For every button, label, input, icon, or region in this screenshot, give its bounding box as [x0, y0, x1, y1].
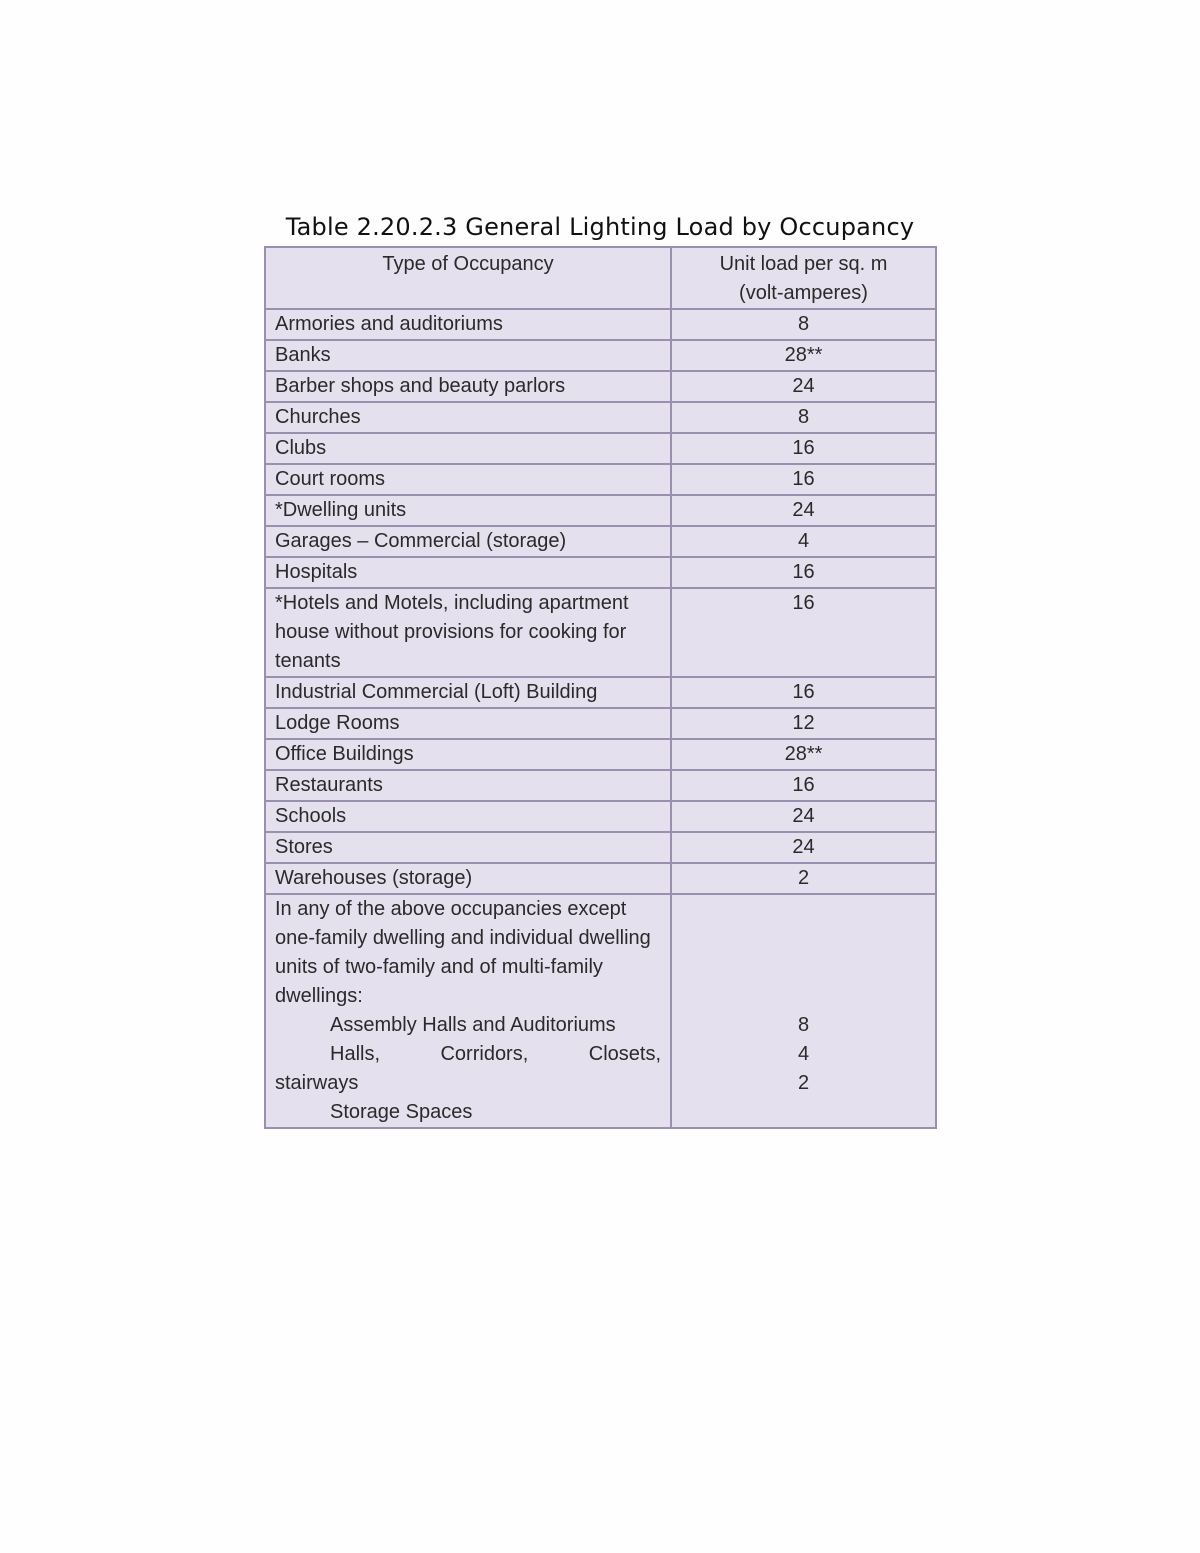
table-title: Table 2.20.2.3 General Lighting Load by Occupancy	[285, 213, 915, 241]
unit-load-value: 24	[671, 801, 936, 832]
table-row	[265, 863, 936, 894]
lighting-load-table	[264, 246, 937, 1129]
sub-item-stairways-word: stairways	[275, 1072, 359, 1094]
special-occupancies-cell	[265, 894, 671, 1128]
occupancy-type: Schools	[265, 801, 671, 832]
table-row	[265, 801, 936, 832]
unit-load-value: 28**	[671, 340, 936, 371]
occupancy-type: Barber shops and beauty parlors	[265, 371, 671, 402]
table-row	[265, 677, 936, 708]
occupancy-type: Garages – Commercial (storage)	[265, 526, 671, 557]
occupancy-type: Office Buildings	[265, 739, 671, 770]
table-row	[265, 464, 936, 495]
header-unit-load	[671, 247, 936, 309]
table-row	[265, 739, 936, 770]
table-row	[265, 495, 936, 526]
table-row	[265, 402, 936, 433]
sub-item-halls-word: Halls,	[330, 1043, 381, 1065]
unit-load-value: 8	[797, 1014, 810, 1036]
table-row	[265, 832, 936, 863]
sub-item-assembly-halls: Assembly Halls and Auditoriums	[330, 1014, 616, 1036]
table-row	[265, 526, 936, 557]
occupancy-type: Restaurants	[265, 770, 671, 801]
table-row	[265, 588, 936, 677]
unit-load-value: 16	[671, 770, 936, 801]
unit-load-value: 16	[671, 677, 936, 708]
sub-item-storage-spaces: Storage Spaces	[330, 1101, 473, 1123]
unit-load-value: 8	[671, 402, 936, 433]
sub-item-corridors-word: Corridors,	[440, 1043, 529, 1065]
unit-load-value: 16	[671, 588, 936, 677]
unit-load-value: 4	[671, 526, 936, 557]
unit-load-value: 16	[671, 557, 936, 588]
occupancy-type: Clubs	[265, 433, 671, 464]
occupancy-type: *Dwelling units	[265, 495, 671, 526]
header-unit-load-line1: Unit load per sq. m	[719, 253, 888, 275]
header-unit-load-line2: (volt-amperes)	[739, 282, 868, 304]
table-row	[265, 309, 936, 340]
unit-load-value: 28**	[671, 739, 936, 770]
table-row	[265, 371, 936, 402]
unit-load-value: 4	[797, 1043, 810, 1065]
sub-item-closets-word: Closets,	[588, 1043, 661, 1065]
unit-load-value: 2	[671, 863, 936, 894]
table-row	[265, 433, 936, 464]
occupancy-type: Industrial Commercial (Loft) Building	[265, 677, 671, 708]
table-row	[265, 557, 936, 588]
occupancy-type: Warehouses (storage)	[265, 863, 671, 894]
occupancy-type: Stores	[265, 832, 671, 863]
table-row	[265, 340, 936, 371]
unit-load-value: 2	[797, 1072, 810, 1094]
occupancy-type: Banks	[265, 340, 671, 371]
table-header-row	[265, 247, 936, 309]
unit-load-value: 16	[671, 433, 936, 464]
table-row	[265, 708, 936, 739]
header-type-of-occupancy: Type of Occupancy	[265, 247, 671, 309]
values-spacer	[681, 895, 926, 1011]
unit-load-value: 24	[671, 371, 936, 402]
sub-item-halls-corridors	[275, 1040, 661, 1069]
occupancy-type: Churches	[265, 402, 671, 433]
occupancy-type: Hospitals	[265, 557, 671, 588]
table-row	[265, 770, 936, 801]
occupancy-type: Armories and auditoriums	[265, 309, 671, 340]
occupancy-type: Lodge Rooms	[265, 708, 671, 739]
unit-load-value: 8	[671, 309, 936, 340]
unit-load-value: 24	[671, 495, 936, 526]
unit-load-value: 24	[671, 832, 936, 863]
occupancy-type: Court rooms	[265, 464, 671, 495]
table-row-special-occupancies	[265, 894, 936, 1128]
special-occupancies-values	[671, 894, 936, 1128]
unit-load-value: 16	[671, 464, 936, 495]
unit-load-value: 12	[671, 708, 936, 739]
occupancy-type: *Hotels and Motels, including apartment house without provisions for cooking for tenants	[265, 588, 671, 677]
special-occupancies-intro: In any of the above occupancies except one-family dwelling and individual dwelling units of two-family and of multi-family dwellings:	[275, 898, 651, 1007]
